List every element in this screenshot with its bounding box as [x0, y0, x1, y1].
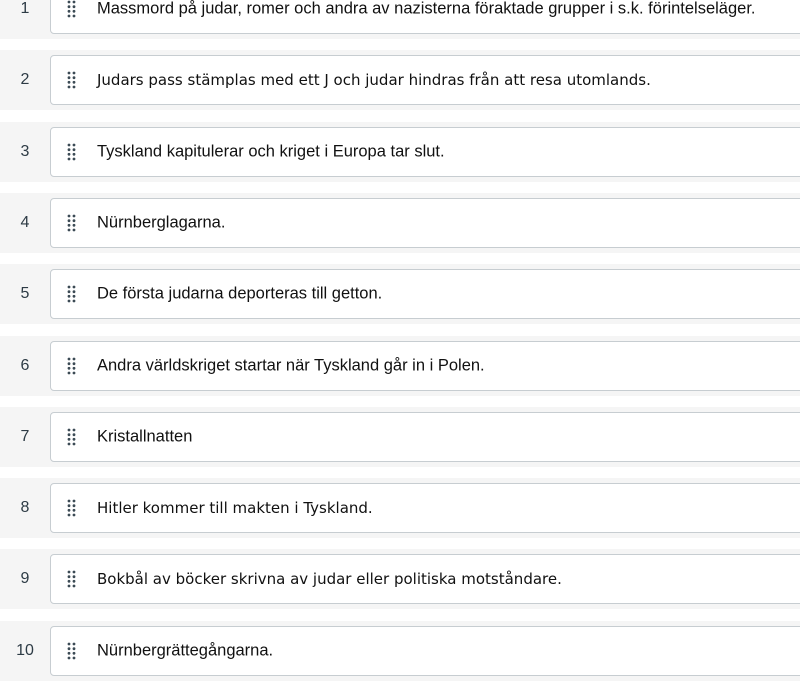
draggable-card[interactable]	[50, 198, 800, 248]
list-item	[0, 264, 800, 324]
list-item	[0, 407, 800, 467]
item-number: 7	[20, 428, 30, 445]
drag-handle-icon[interactable]	[65, 641, 79, 661]
item-text: Andra världskriget startar när Tyskland går in i Polen.	[97, 356, 485, 375]
draggable-card[interactable]	[50, 0, 800, 34]
item-text: Tyskland kapitulerar och kriget i Europa tar slut.	[97, 142, 445, 161]
item-number: 10	[16, 642, 34, 659]
drag-handle-icon[interactable]	[65, 356, 79, 376]
item-number: 4	[20, 214, 30, 231]
draggable-card[interactable]	[50, 127, 800, 177]
list-item	[0, 549, 800, 609]
drag-handle-icon[interactable]	[65, 284, 79, 304]
draggable-card[interactable]	[50, 412, 800, 462]
item-number: 2	[20, 71, 30, 88]
list-item	[0, 336, 800, 396]
drag-handle-icon[interactable]	[65, 70, 79, 90]
item-text: De första judarna deporteras till getton.	[97, 284, 383, 303]
list-item	[0, 122, 800, 182]
item-number: 5	[20, 285, 30, 302]
drag-handle-icon[interactable]	[65, 498, 79, 518]
drag-handle-icon[interactable]	[65, 0, 79, 19]
drag-handle-icon[interactable]	[65, 142, 79, 162]
item-text: Nürnberglagarna.	[97, 213, 226, 232]
item-text: Nürnbergrättegångarna.	[97, 641, 274, 660]
item-number: 9	[20, 570, 30, 587]
list-item	[0, 478, 800, 538]
draggable-card[interactable]	[50, 483, 800, 533]
item-text: Hitler kommer till makten i Tyskland.	[97, 499, 373, 517]
item-number: 6	[20, 357, 30, 374]
item-number: 1	[20, 0, 30, 17]
list-item	[0, 193, 800, 253]
drag-handle-icon[interactable]	[65, 427, 79, 447]
item-number: 8	[20, 499, 30, 516]
drag-handle-icon[interactable]	[65, 213, 79, 233]
draggable-card[interactable]	[50, 554, 800, 604]
draggable-card[interactable]	[50, 626, 800, 676]
item-text: Massmord på judar, romer och andra av nazisterna föraktade grupper i s.k. förintelseläger.	[97, 0, 756, 18]
item-text: Bokbål av böcker skrivna av judar eller politiska motståndare.	[97, 570, 562, 588]
item-number: 3	[20, 143, 30, 160]
item-text: Judars pass stämplas med ett J och judar hindras från att resa utomlands.	[97, 71, 651, 89]
draggable-card[interactable]	[50, 269, 800, 319]
item-text: Kristallnatten	[97, 427, 193, 446]
drag-handle-icon[interactable]	[65, 569, 79, 589]
draggable-card[interactable]	[50, 55, 800, 105]
list-item	[0, 621, 800, 681]
list-item	[0, 0, 800, 39]
list-item	[0, 50, 800, 110]
draggable-card[interactable]	[50, 341, 800, 391]
